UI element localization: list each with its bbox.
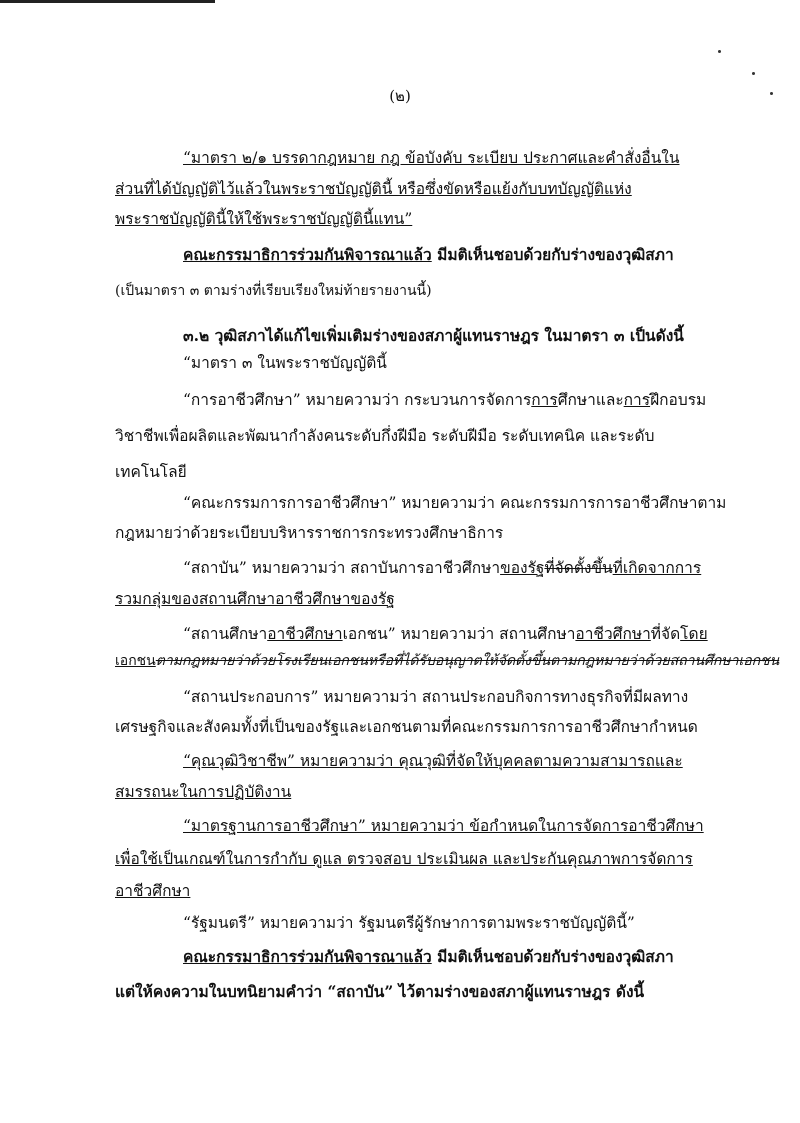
scan-speck — [718, 50, 721, 53]
text-line: (เป็นมาตรา ๓ ตามร่างที่เรียบเรียงใหม่ท้ายรายงานนี้) — [115, 283, 432, 299]
text-line: “มาตรา ๒/๑ บรรดากฎหมาย กฎ ข้อบังคับ ระเบียบ ประกาศและคำสั่งอื่นใน — [183, 149, 680, 167]
page-number: (๒) — [389, 87, 411, 105]
text-line: วิชาชีพเพื่อผลิตและพัฒนากำลังคนระดับกึ่งฝีมือ ระดับฝีมือ ระดับเทคนิค และระดับ — [115, 427, 655, 445]
text-line: แต่ให้คงความในบทนิยามคำว่า “สถาบัน” ไว้ตามร่างของสภาผู้แทนราษฎร ดังนี้ — [115, 982, 645, 1001]
text-line: “มาตรา ๓ ในพระราชบัญญัตินี้ — [183, 354, 387, 372]
text-line: “มาตรฐานการอาชีวศึกษา” หมายความว่า ข้อกำหนดในการจัดการอาชีวศึกษา — [183, 817, 704, 835]
text-line: “สถาบัน” หมายความว่า สถาบันการอาชีวศึกษาของรัฐที่จัดตั้งขึ้นที่เกิดจากการ — [183, 559, 702, 577]
text-line: คณะกรรมาธิการร่วมกันพิจารณาแล้ว มีมติเห็นชอบด้วยกับร่างของวุฒิสภา — [183, 947, 674, 966]
text-line: อาชีวศึกษา — [115, 882, 191, 900]
text-line: “สถานศึกษาอาชีวศึกษาเอกชน” หมายความว่า สถานศึกษาอาชีวศึกษาที่จัดโดย — [183, 625, 708, 643]
committee-heading: คณะกรรมาธิการร่วมกันพิจารณาแล้ว — [183, 245, 432, 264]
text-line: “คุณวุฒิวิชาชีพ” หมายความว่า คุณวุฒิที่จัดให้บุคคลตามความสามารถและ — [183, 752, 683, 770]
text-line: เทคโนโลยี — [115, 463, 187, 481]
text-line: กฎหมายว่าด้วยระเบียบบริหารราชการกระทรวงศึกษาธิการ — [115, 524, 504, 542]
text-line: เศรษฐกิจและสังคมทั้งที่เป็นของรัฐและเอกชนตามที่คณะกรรมการการอาชีวศึกษากำหนด — [115, 718, 698, 736]
scan-speck — [752, 72, 755, 75]
scan-edge-mark — [0, 0, 215, 3]
text-line: “การอาชีวศึกษา” หมายความว่า กระบวนการจัดการการศึกษาและการฝึกอบรม — [183, 391, 707, 409]
text-line: รวมกลุ่มของสถานศึกษาอาชีวศึกษาของรัฐ — [115, 590, 395, 608]
text-line: “สถานประกอบการ” หมายความว่า สถานประกอบกิจการทางธุรกิจที่มีผลทาง — [183, 688, 689, 706]
text-line: ส่วนที่ได้บัญญัติไว้แล้วในพระราชบัญญัตินี้ หรือซึ่งขัดหรือแย้งกับบทบัญญัติแห่ง — [115, 180, 632, 198]
text-line: สมรรถนะในการปฏิบัติงาน — [115, 783, 292, 801]
text-line: คณะกรรมาธิการร่วมกันพิจารณาแล้ว มีมติเห็นชอบด้วยกับร่างของวุฒิสภา — [183, 245, 674, 264]
text-line: พระราชบัญญัตินี้ให้ใช้พระราชบัญญัตินี้แทน” — [115, 210, 413, 228]
committee-heading: คณะกรรมาธิการร่วมกันพิจารณาแล้ว — [183, 947, 432, 966]
text-line: “รัฐมนตรี” หมายความว่า รัฐมนตรีผู้รักษาการตามพระราชบัญญัตินี้” — [183, 914, 635, 932]
text-line: เพื่อใช้เป็นเกณฑ์ในการกำกับ ดูแล ตรวจสอบ ประเมินผล และประกันคุณภาพการจัดการ — [115, 850, 693, 868]
text-line: เอกชนตามกฎหมายว่าด้วยโรงเรียนเอกชนหรือที่ได้รับอนุญาตให้จัดตั้งขึ้นตามกฎหมายว่าด้วยสถานศึกษาเอกชน — [115, 653, 780, 669]
text-line: “คณะกรรมการการอาชีวศึกษา” หมายความว่า คณะกรรมการการอาชีวศึกษาตาม — [183, 494, 727, 512]
section-heading: ๓.๒ วุฒิสภาได้แก้ไขเพิ่มเติมร่างของสภาผู้แทนราษฎร ในมาตรา ๓ เป็นดังนี้ — [183, 326, 684, 345]
